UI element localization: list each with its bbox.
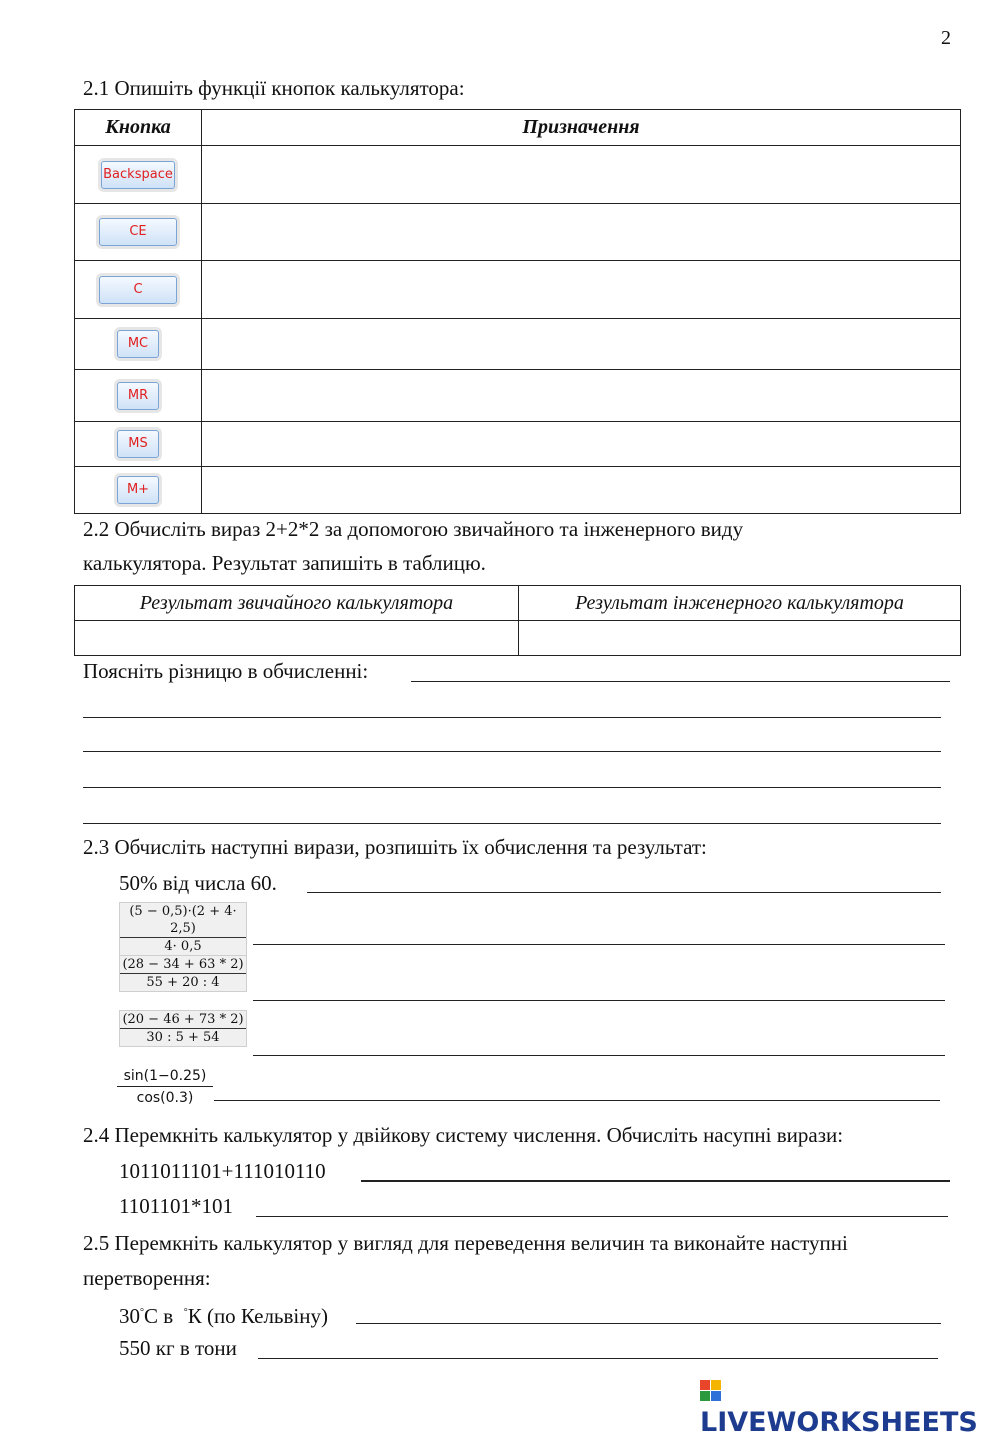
answer-line[interactable] bbox=[83, 751, 941, 752]
answer-line[interactable] bbox=[253, 944, 945, 945]
ce-button-image: CE bbox=[99, 218, 177, 246]
expression-fraction-4 bbox=[117, 1066, 213, 1109]
liveworksheets-logo bbox=[700, 1376, 1000, 1438]
buttons-table bbox=[74, 109, 961, 514]
backspace-button-image: Backspace bbox=[101, 161, 175, 189]
expression-fraction-1 bbox=[119, 902, 247, 956]
celsius-value: 30 bbox=[119, 1304, 140, 1328]
ms-button-image: MS bbox=[117, 430, 159, 458]
column-header-purpose: Призначення bbox=[202, 110, 961, 146]
answer-line[interactable] bbox=[361, 1180, 950, 1182]
expression-fraction-2 bbox=[119, 955, 247, 992]
purpose-cell-mr[interactable] bbox=[202, 370, 961, 422]
mr-button-image: MR bbox=[117, 382, 159, 410]
explain-label: Поясніть різницю в обчисленні: bbox=[83, 659, 369, 683]
result-engineering-cell[interactable] bbox=[519, 621, 961, 656]
page-number: 2 bbox=[941, 27, 951, 49]
conversion-kg-tons: 550 кг в тони bbox=[119, 1336, 237, 1360]
celsius-to-label: С в bbox=[144, 1304, 174, 1328]
section-2-5-line1: 2.5 Перемкніть калькулятор у вигляд для переведення величин та виконайте наступні bbox=[83, 1231, 848, 1255]
section-2-1-heading: 2.1 Опишіть функції кнопок калькулятора: bbox=[83, 76, 465, 100]
results-table bbox=[74, 585, 961, 656]
binary-expression-2: 1101101*101 bbox=[119, 1194, 233, 1218]
column-header-regular: Результат звичайного калькулятора bbox=[75, 586, 519, 621]
fraction-numerator: (20 − 46 + 73 * 2) bbox=[120, 1011, 246, 1029]
fraction-denominator: 4· 0,5 bbox=[164, 939, 202, 954]
section-2-2-line1: 2.2 Обчисліть вираз 2+2*2 за допомогою звичайного та інженерного виду bbox=[83, 517, 744, 541]
degree-sign: ° bbox=[140, 1307, 144, 1318]
logo-wordmark: LIVEWORKSHEETS bbox=[700, 1407, 978, 1438]
m-plus-button-image: M+ bbox=[117, 476, 159, 504]
c-button-image: C bbox=[99, 276, 177, 304]
answer-line[interactable] bbox=[83, 717, 941, 718]
answer-line[interactable] bbox=[411, 681, 950, 682]
fraction-denominator: 30 : 5 + 54 bbox=[146, 1030, 220, 1045]
liveworksheets-icon bbox=[700, 1380, 722, 1402]
purpose-cell-c[interactable] bbox=[202, 261, 961, 319]
column-header-engineering: Результат інженерного калькулятора bbox=[519, 586, 961, 621]
purpose-cell-ms[interactable] bbox=[202, 422, 961, 467]
answer-line[interactable] bbox=[214, 1100, 940, 1101]
binary-expression-1: 1011011101+111010110 bbox=[119, 1159, 326, 1183]
purpose-cell-m-plus[interactable] bbox=[202, 467, 961, 514]
expression-fraction-3 bbox=[119, 1010, 247, 1047]
fraction-denominator: cos(0.3) bbox=[136, 1090, 194, 1106]
section-2-2-line2: калькулятора. Результат запишіть в таблицю. bbox=[83, 551, 486, 575]
answer-line[interactable] bbox=[356, 1323, 941, 1324]
answer-line[interactable] bbox=[258, 1358, 938, 1359]
kelvin-label: К (по Кельвіну) bbox=[187, 1304, 328, 1328]
fraction-denominator: 55 + 20 : 4 bbox=[146, 975, 220, 990]
result-regular-cell[interactable] bbox=[75, 621, 519, 656]
fraction-numerator: sin(1−0.25) bbox=[117, 1066, 213, 1087]
answer-line[interactable] bbox=[253, 1000, 945, 1001]
answer-line[interactable] bbox=[83, 823, 941, 824]
answer-line[interactable] bbox=[307, 892, 941, 893]
purpose-cell-backspace[interactable] bbox=[202, 146, 961, 204]
fraction-numerator: (5 − 0,5)·(2 + 4· 2,5) bbox=[120, 903, 246, 938]
task-50-percent: 50% від числа 60. bbox=[119, 871, 277, 895]
answer-line[interactable] bbox=[256, 1216, 948, 1217]
section-2-4-heading: 2.4 Перемкніть калькулятор у двійкову систему числення. Обчисліть насупні вирази: bbox=[83, 1123, 844, 1147]
section-2-5-line2: перетворення: bbox=[83, 1266, 211, 1290]
column-header-button: Кнопка bbox=[75, 110, 202, 146]
answer-line[interactable] bbox=[83, 787, 941, 788]
section-2-3-heading: 2.3 Обчисліть наступні вирази, розпишіть їх обчислення та результат: bbox=[83, 835, 707, 859]
purpose-cell-mc[interactable] bbox=[202, 319, 961, 370]
conversion-celsius-kelvin bbox=[119, 1301, 328, 1328]
degree-sign: ° bbox=[183, 1307, 188, 1318]
mc-button-image: MC bbox=[117, 330, 159, 358]
answer-line[interactable] bbox=[253, 1055, 945, 1056]
purpose-cell-ce[interactable] bbox=[202, 204, 961, 261]
fraction-numerator: (28 − 34 + 63 * 2) bbox=[120, 956, 246, 974]
